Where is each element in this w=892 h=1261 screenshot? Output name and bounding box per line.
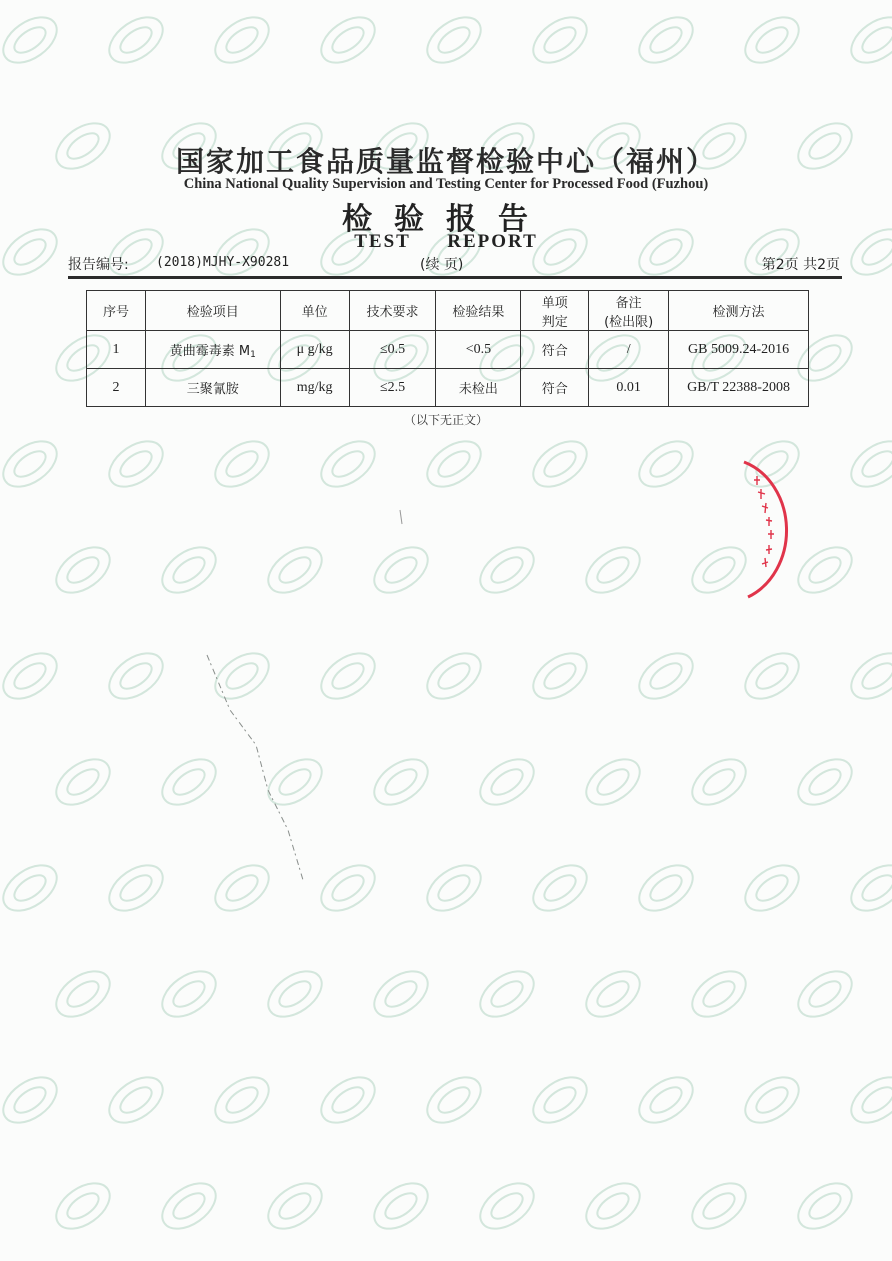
header-unit: 单位	[280, 291, 349, 331]
page-info: 第2页 共2页	[761, 257, 840, 273]
cell-requirement: ≤2.5	[349, 369, 436, 407]
report-number-label: 报告编号:	[68, 257, 129, 273]
header-remark-line2: (检出限)	[604, 314, 654, 330]
header-judgement-line1: 单项	[541, 295, 568, 311]
cell-judgement: 符合	[521, 369, 589, 407]
center-name-en: China National Quality Supervision and Testing Center for Processed Food (Fuzhou)	[183, 176, 709, 192]
cell-result: <0.5	[436, 331, 521, 369]
cell-unit: μ g/kg	[280, 331, 349, 369]
header-method: 检测方法	[669, 291, 809, 331]
cell-seq: 2	[87, 369, 146, 407]
header-remark-line1: 备注	[615, 295, 642, 311]
cell-result: 未检出	[436, 369, 521, 407]
report-title-en: TEST REPORT	[354, 231, 538, 252]
cell-method: GB 5009.24-2016	[669, 331, 809, 369]
end-of-text-note: （以下无正文）	[403, 413, 488, 427]
cell-remark: 0.01	[589, 369, 669, 407]
cell-judgement: 符合	[521, 331, 589, 369]
report-number: (2018)MJHY-X90281	[156, 255, 290, 270]
continued-label: (续 页)	[420, 257, 464, 273]
cell-item: 三聚氰胺	[145, 369, 280, 407]
cell-remark: /	[589, 331, 669, 369]
cell-item-text: 黄曲霉毒素 M	[169, 343, 251, 359]
header-judgement-line2: 判定	[541, 314, 568, 330]
cell-item-subscript: 1	[250, 349, 256, 360]
header-seq: 序号	[87, 291, 146, 331]
cell-requirement: ≤0.5	[349, 331, 436, 369]
report-title-cn: 检验报告	[342, 202, 550, 237]
cell-unit: mg/kg	[280, 369, 349, 407]
cell-method: GB/T 22388-2008	[669, 369, 809, 407]
header-item: 检验项目	[145, 291, 280, 331]
center-name-cn: 国家加工食品质量监督检验中心（福州）	[175, 145, 716, 178]
header-requirement: 技术要求	[349, 291, 436, 331]
cell-seq: 1	[87, 331, 146, 369]
header-result: 检验结果	[436, 291, 521, 331]
